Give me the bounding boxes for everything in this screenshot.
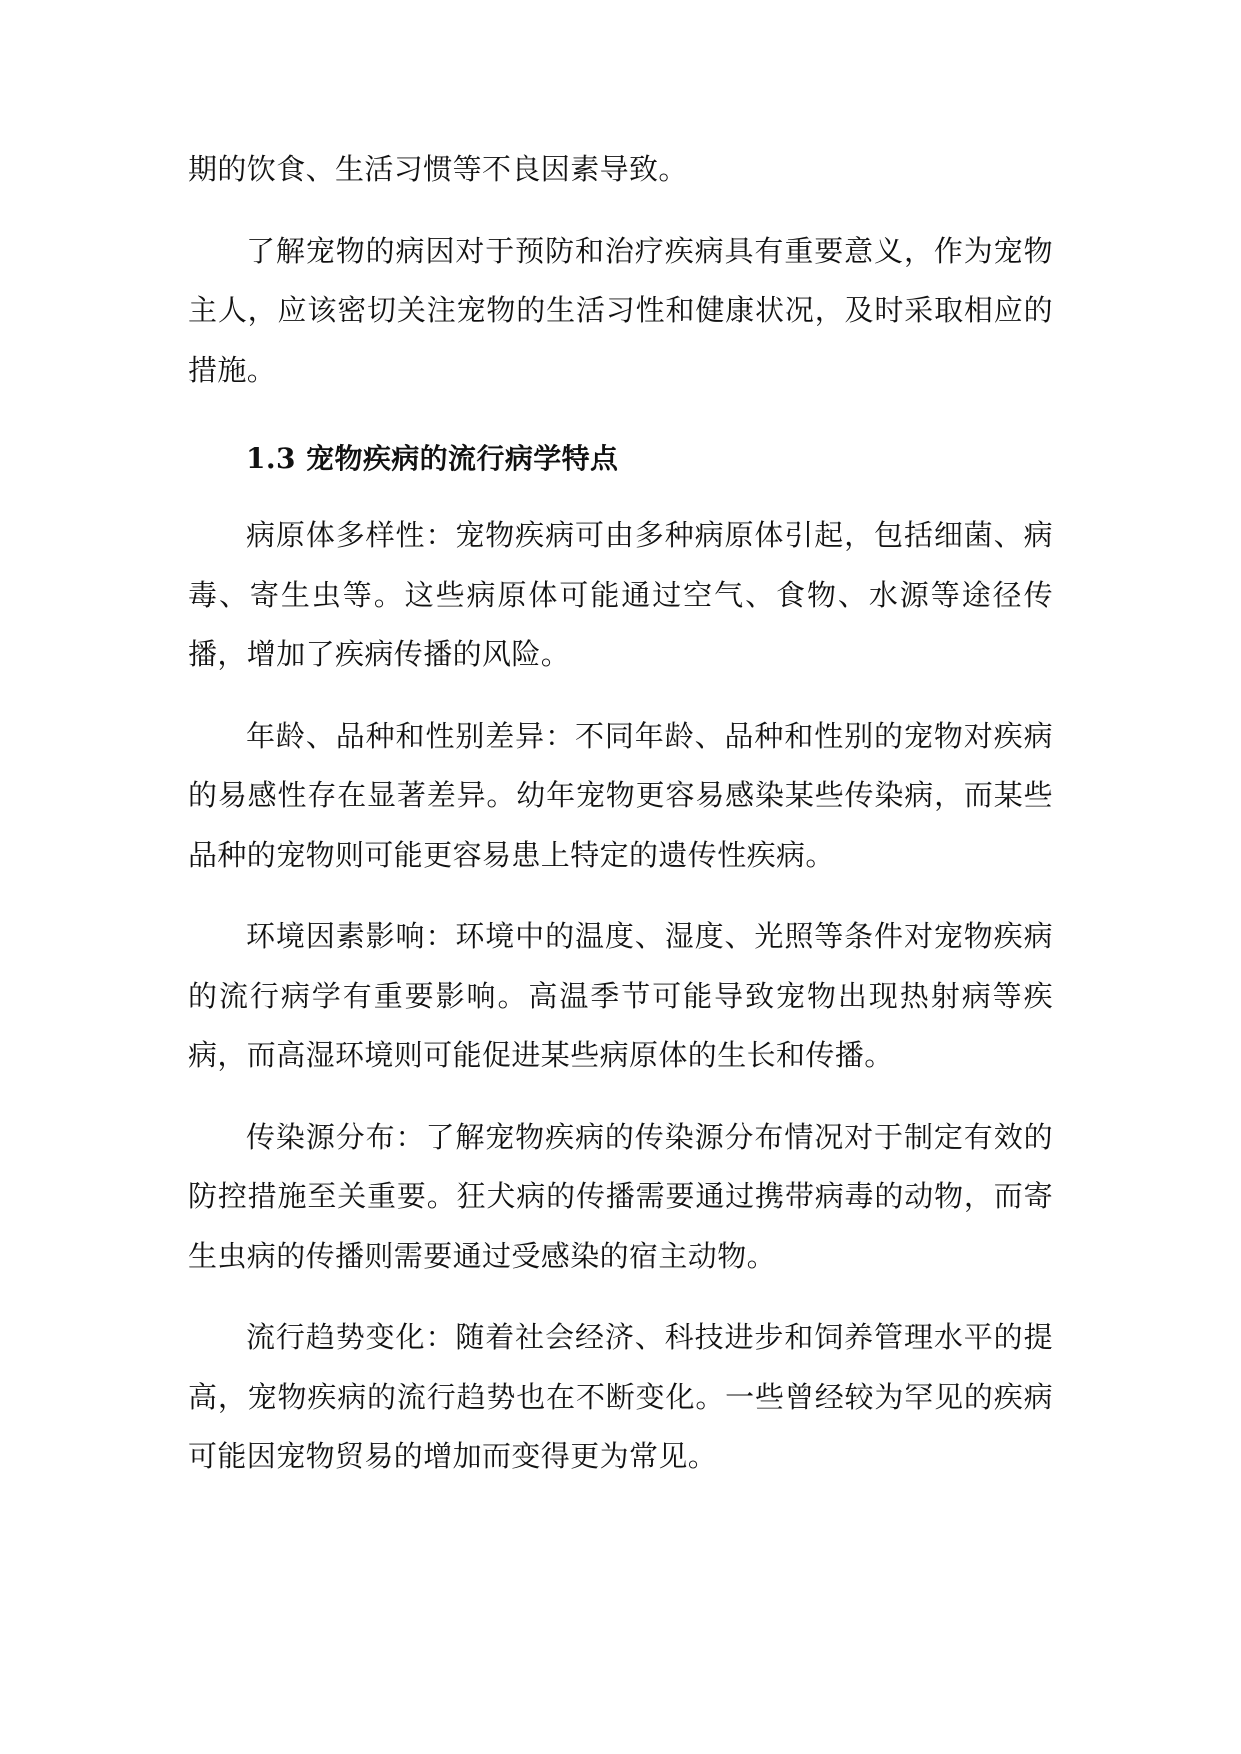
paragraph-lead: 病原体多样性： bbox=[246, 518, 456, 552]
section-heading: 1.3 宠物疾病的流行病学特点 bbox=[246, 442, 619, 475]
paragraph-pathogen-diversity bbox=[188, 506, 1053, 685]
paragraph-environment bbox=[188, 907, 1053, 1086]
paragraph-text: 不同年龄、品种和性别的宠物对疾病的易感性存在显著差异。幼年宠物更容易感染某些传染病，而某些品种的宠物则可能更容易患上特定的遗传性疾病。 bbox=[188, 718, 1053, 872]
paragraph-intro: 了解宠物的病因对于预防和治疗疾病具有重要意义，作为宠物主人，应该密切关注宠物的生活习性和健康状况，及时采取相应的措施。 bbox=[188, 233, 1053, 387]
paragraph-age-breed-sex bbox=[188, 707, 1053, 886]
paragraph-text: 随着社会经济、科技进步和饲养管理水平的提高，宠物疾病的流行趋势也在不断变化。一些曾经较为罕见的疾病可能因宠物贸易的增加而变得更为常见。 bbox=[188, 1320, 1053, 1473]
document-body bbox=[188, 140, 1053, 1509]
paragraph-trend-change bbox=[188, 1308, 1053, 1487]
paragraph-lead: 环境因素影响： bbox=[246, 919, 456, 953]
paragraph-continuation: 期的饮食、生活习惯等不良因素导致。 bbox=[188, 152, 688, 186]
paragraph-infection-source bbox=[188, 1108, 1053, 1287]
paragraph-lead: 年龄、品种和性别差异： bbox=[246, 718, 575, 753]
paragraph-text: 宠物疾病可由多种病原体引起，包括细菌、病毒、寄生虫等。这些病原体可能通过空气、食物、水源等途径传播，增加了疾病传播的风险。 bbox=[188, 518, 1053, 671]
paragraph-lead: 流行趋势变化： bbox=[246, 1320, 456, 1354]
paragraph-text: 环境中的温度、湿度、光照等条件对宠物疾病的流行病学有重要影响。高温季节可能导致宠物出现热射病等疾病，而高湿环境则可能促进某些病原体的生长和传播。 bbox=[188, 919, 1053, 1072]
paragraph-lead: 传染源分布： bbox=[246, 1119, 426, 1154]
paragraph-text: 了解宠物疾病的传染源分布情况对于制定有效的防控措施至关重要。狂犬病的传播需要通过携带病毒的动物，而寄生虫病的传播则需要通过受感染的宿主动物。 bbox=[188, 1119, 1053, 1273]
